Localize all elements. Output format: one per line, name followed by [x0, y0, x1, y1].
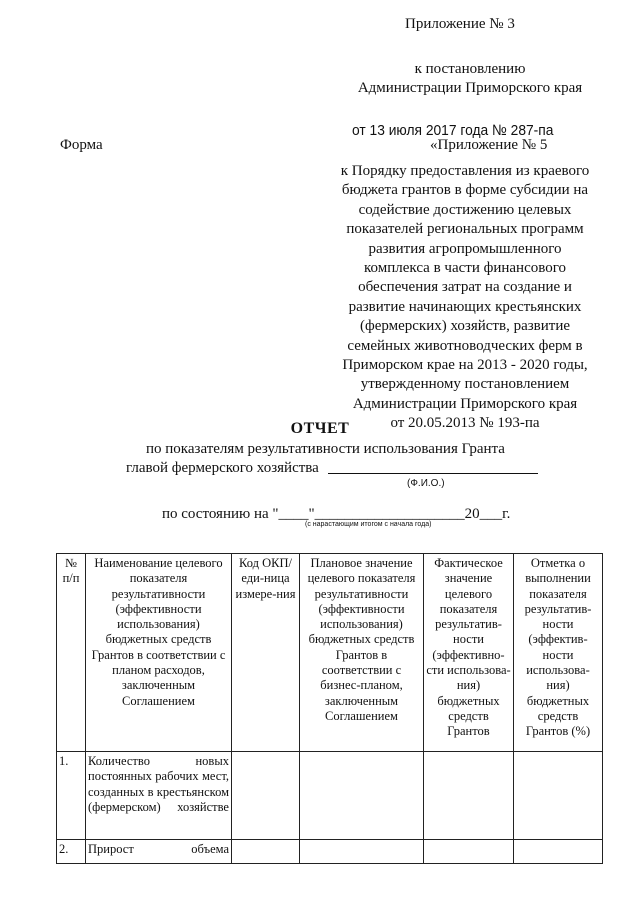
order-line: (фермерских) хозяйств, развитие	[359, 318, 571, 335]
status-note: (с нарастающим итогом с начала года)	[305, 521, 432, 528]
table-header-row	[57, 554, 603, 752]
table-row	[57, 840, 603, 864]
cell-planned-value[interactable]	[300, 840, 424, 864]
cell-unit-code[interactable]	[232, 752, 300, 840]
col-header-indicator-name: Наименование целевого показателя результативности (эффективности использования) бюджетных средств Грантов в соответствии с планом расходов, заключенным Соглашением	[86, 554, 232, 752]
order-reference-block	[333, 162, 597, 434]
appendix-number: Приложение № 3	[405, 16, 515, 32]
status-date-line: по состоянию на "____"____________________20___г.	[162, 506, 511, 522]
row-number: 2.	[57, 840, 86, 864]
decree-reference	[355, 60, 585, 98]
order-line: развитие начинающих крестьянских	[348, 298, 582, 315]
col-header-planned-value: Плановое значение целевого показателя результативности (эффективности использования) бюджетных средств Грантов в соответствии с бизнес-планом, заключенным Соглашением	[300, 554, 424, 752]
col-header-completion-mark: Отметка о выполнении показателя результатив-ности (эффектив-ности использова-ния) бюджетных средств Грантов (%)	[514, 554, 603, 752]
col-header-unit-code: Код ОКП/еди-ница измере-ния	[232, 554, 300, 752]
report-title: ОТЧЕТ	[290, 420, 350, 437]
cell-actual-value[interactable]	[424, 840, 514, 864]
row-indicator-name: Прирост объема	[86, 840, 232, 864]
order-line: развития агропромышленного	[368, 240, 562, 257]
order-line: Приморском крае на 2013 - 2020 годы,	[342, 357, 588, 374]
order-line: содействие достижению целевых	[358, 201, 572, 218]
col-header-number: № п/п	[57, 554, 86, 752]
cell-unit-code[interactable]	[232, 840, 300, 864]
order-line: показателей региональных программ	[346, 221, 584, 238]
row-indicator-name: Количество новых постоянных рабочих мест, созданных в крестьянском (фермерском) хозяйстве	[86, 752, 232, 840]
cell-planned-value[interactable]	[300, 752, 424, 840]
order-line: обеспечения затрат на создание и	[358, 279, 572, 296]
cell-completion-mark[interactable]	[514, 840, 603, 864]
order-line: к Порядку предоставления из краевого	[340, 163, 590, 179]
decree-line: Администрации Приморского края	[357, 80, 583, 96]
order-line: от 20.05.2013 № 193-па	[390, 415, 540, 432]
col-header-actual-value: Фактическое значение целевого показателя результатив-ности (эффективно-сти использова-ния) бюджетных средств Грантов	[424, 554, 514, 752]
form-label: Форма	[60, 137, 103, 153]
row-number: 1.	[57, 752, 86, 840]
order-line: семейных животноводческих ферм в	[347, 337, 583, 354]
report-subtitle-head: главой фермерского хозяйства	[126, 460, 319, 476]
order-line: Администрации Приморского края	[352, 395, 578, 412]
name-fill-line[interactable]	[328, 473, 538, 474]
order-line: утвержденному постановлением	[360, 376, 570, 393]
appendix-5-label: «Приложение № 5	[430, 137, 548, 153]
table-row	[57, 752, 603, 840]
name-hint: (Ф.И.О.)	[407, 478, 445, 489]
decree-date-stamp: от 13 июля 2017 года № 287-па	[352, 122, 554, 139]
cell-completion-mark[interactable]	[514, 752, 603, 840]
decree-line: к постановлению	[414, 61, 526, 77]
cell-actual-value[interactable]	[424, 752, 514, 840]
order-line: комплекса в части финансового	[364, 260, 566, 277]
order-line: бюджета грантов в форме субсидии на	[341, 182, 589, 199]
report-subtitle: по показателям результативности использования Гранта	[146, 441, 505, 457]
indicators-table	[56, 553, 603, 864]
